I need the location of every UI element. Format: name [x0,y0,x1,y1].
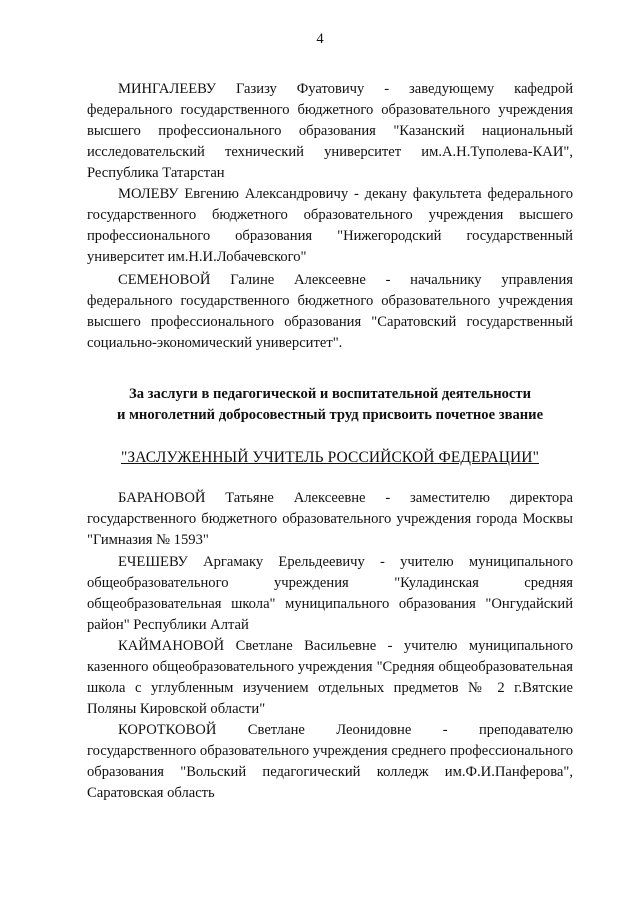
entry-name: КАЙМАНОВОЙ [118,638,236,654]
entry-text: Татьяне Алексеевне - заместителю директора государственного бюджетного образовательного учреждения города Москвы "Гимназия № 1593" [87,490,573,548]
section-heading-line-2: и многолетний добросовестный труд присвоить почетное звание [116,407,544,423]
entry-name: СЕМЕНОВОЙ [118,272,231,288]
award-entry-semenova [87,270,573,354]
entry-name: БАРАНОВОЙ [118,490,226,506]
award-entry-korotkova [87,720,573,804]
section-heading [87,384,573,426]
entry-text: Галине Алексеевне - начальнику управления федерального государственного бюджетного образовательного учреждения высшего профессионального образования "Саратовский государственный социально-экономический университет". [87,272,573,351]
entry-name: КОРОТКОВОЙ [118,722,248,738]
entry-name: МИНГАЛЕЕВУ [118,81,236,97]
entry-text: Светлане Васильевне - учителю муниципального казенного общеобразовательного учреждения "Средняя общеобразовательная школа с углубленным изучением отдельных предметов № 2 г.Вятские Поляны Кировской области" [87,638,573,717]
page-number: 4 [316,31,324,47]
entry-name: МОЛЕВУ [118,186,185,202]
award-entry-baranova [87,488,573,551]
section-heading-line-1: За заслуги в педагогической и воспитательной деятельности [129,386,531,402]
award-entry-kaymanova [87,636,573,720]
entry-text: Светлане Леонидовне - преподавателю государственного образовательного учреждения среднего профессионального образования "Вольский педагогический колледж им.Ф.И.Панферова", Саратовская область [87,722,573,801]
award-entry-molev [87,184,573,268]
award-entry-echeshev [87,552,573,636]
entry-name: ЕЧЕШЕВУ [118,554,204,570]
entry-text: Аргамаку Ерельдеевичу - учителю муниципального общеобразовательного учреждения "Куладинская средняя общеобразовательная школа" муниципального образования "Онгудайский район" Республики Алтай [87,554,574,633]
entry-text: Евгению Александровичу - декану факультета федерального государственного бюджетного образовательного учреждения высшего профессионального образования "Нижегородский государственный университет им.Н.И.Лобачевского" [87,186,573,265]
entry-text: Газизу Фуатовичу - заведующему кафедрой федерального государственного бюджетного образовательного учреждения высшего профессионального образования "Казанский национальный исследовательский технический университет им.А.Н.Туполева-КАИ", Республика Татарстан [87,81,574,181]
award-title: "ЗАСЛУЖЕННЫЙ УЧИТЕЛЬ РОССИЙСКОЙ ФЕДЕРАЦИИ" [120,449,540,466]
award-entry-mingaleev [87,79,573,184]
